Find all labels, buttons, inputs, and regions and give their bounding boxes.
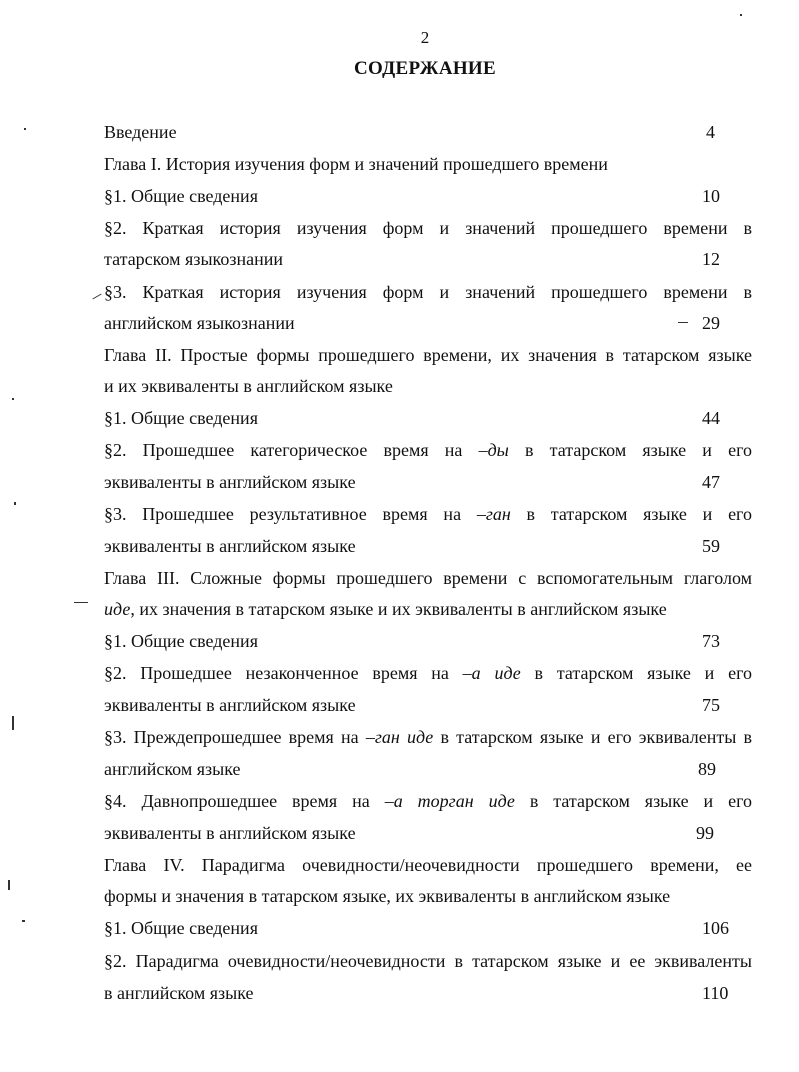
toc-ch2-s3-suffix: –ган [476,504,511,524]
toc-ch2-s2-text-b: в татарском языке и его [525,440,753,460]
toc-ch3-title-italic: иде [104,599,131,619]
toc-chapter-4-title-line1: Глава IV. Парадигма очевидности/неочевидности прошедшего времени, ее [104,855,752,875]
toc-ch1-s1-page: 10 [702,186,720,206]
toc-ch3-s2-line2: эквиваленты в английском языке [104,695,356,715]
toc-intro-label: Введение [104,122,177,142]
toc-ch1-s3-line2: английском языкознании [104,313,295,333]
toc-intro-page: 4 [706,122,715,142]
toc-ch1-s1-label: §1. Общие сведения [104,186,258,206]
toc-ch2-s3-line1 [104,502,752,526]
scan-speck [12,716,14,730]
toc-ch2-s2-suffix: –ды [478,440,509,460]
toc-ch1-s3-page: 29 [702,313,720,333]
toc-ch2-s2-page: 47 [702,472,720,492]
page-title: СОДЕРЖАНИЕ [354,58,496,79]
toc-ch3-s2-suffix: –а иде [462,663,521,683]
toc-ch3-s1-page: 73 [702,631,720,651]
toc-ch1-s3-line1: §3. Краткая история изучения форм и значений прошедшего времени в [104,282,752,302]
toc-ch3-s2-text-a: §2. Прошедшее незаконченное время на [104,663,449,683]
toc-ch4-s2-line2: в английском языке [104,983,254,1003]
toc-ch3-s4-suffix: –а торган иде [384,791,515,811]
page-number: 2 [420,28,430,47]
toc-ch4-s2-line1: §2. Парадигма очевидности/неочевидности в татарском языке и ее эквиваленты [104,951,752,971]
scan-speck [12,398,14,400]
toc-ch2-s1-label: §1. Общие сведения [104,408,258,428]
toc-ch3-s3-text-b: в татарском языке и его эквиваленты в [440,727,752,747]
toc-ch3-s4-text-a: §4. Давнопрошедшее время на [104,791,370,811]
toc-ch3-s4-page: 99 [696,823,714,843]
scan-speck [678,322,688,323]
toc-ch2-s1-page: 44 [702,408,720,428]
toc-chapter-4-title-line2: формы и значения в татарском языке, их эквиваленты в английском языке [104,886,671,906]
scan-speck [74,602,88,603]
toc-ch3-s3-page: 89 [698,759,716,779]
toc-ch4-s1-label: §1. Общие сведения [104,918,258,938]
toc-ch2-s3-page: 59 [702,536,720,556]
toc-ch3-title-rest: , их значения в татарском языке и их эквиваленты в английском языке [130,599,667,619]
toc-ch4-s1-page: 106 [702,918,729,938]
scan-speck [22,920,25,922]
toc-chapter-2-title-line2: и их эквиваленты в английском языке [104,376,393,396]
toc-ch1-s2-line2: татарском языкознании [104,249,283,269]
toc-ch3-s4-text-b: в татарском языке и его [529,791,753,811]
toc-chapter-3-title-line1: Глава III. Сложные формы прошедшего времени с вспомогательным глаголом [104,568,752,588]
toc-ch2-s3-line2: эквиваленты в английском языке [104,536,356,556]
toc-ch3-s1-label: §1. Общие сведения [104,631,258,651]
toc-ch1-s2-page: 12 [702,249,720,269]
toc-ch3-s3-text-a: §3. Преждепрошедшее время на [104,727,359,747]
toc-ch2-s3-text-b: в татарском языке и его [526,504,752,524]
toc-ch3-s2-page: 75 [702,695,720,715]
toc-ch3-s3-line1 [104,725,752,749]
toc-ch3-s4-line1 [104,789,752,813]
scan-speck [740,14,742,16]
toc-ch3-s4-line2: эквиваленты в английском языке [104,823,356,843]
scan-speck [14,502,16,505]
toc-ch3-s3-suffix: –ган иде [365,727,434,747]
toc-chapter-1-title: Глава I. История изучения форм и значений прошедшего времени [104,154,608,174]
toc-ch3-s2-text-b: в татарском языке и его [534,663,753,683]
scan-speck [8,880,10,890]
toc-ch4-s2-page: 110 [702,983,729,1003]
toc-ch3-s2-line1 [104,661,752,685]
toc-ch2-s2-line1 [104,438,752,462]
toc-ch2-s3-text-a: §3. Прошедшее результативное время на [104,504,462,524]
toc-ch2-s2-text-a: §2. Прошедшее категорическое время на [104,440,463,460]
scan-speck [92,294,101,300]
scan-speck [24,128,26,130]
toc-ch2-s2-line2: эквиваленты в английском языке [104,472,356,492]
toc-chapter-3-title-line2 [104,597,752,621]
toc-ch1-s2-line1: §2. Краткая история изучения форм и значений прошедшего времени в [104,218,752,238]
toc-chapter-2-title-line1: Глава II. Простые формы прошедшего времени, их значения в татарском языке [104,345,752,365]
toc-ch3-s3-line2: английском языке [104,759,241,779]
